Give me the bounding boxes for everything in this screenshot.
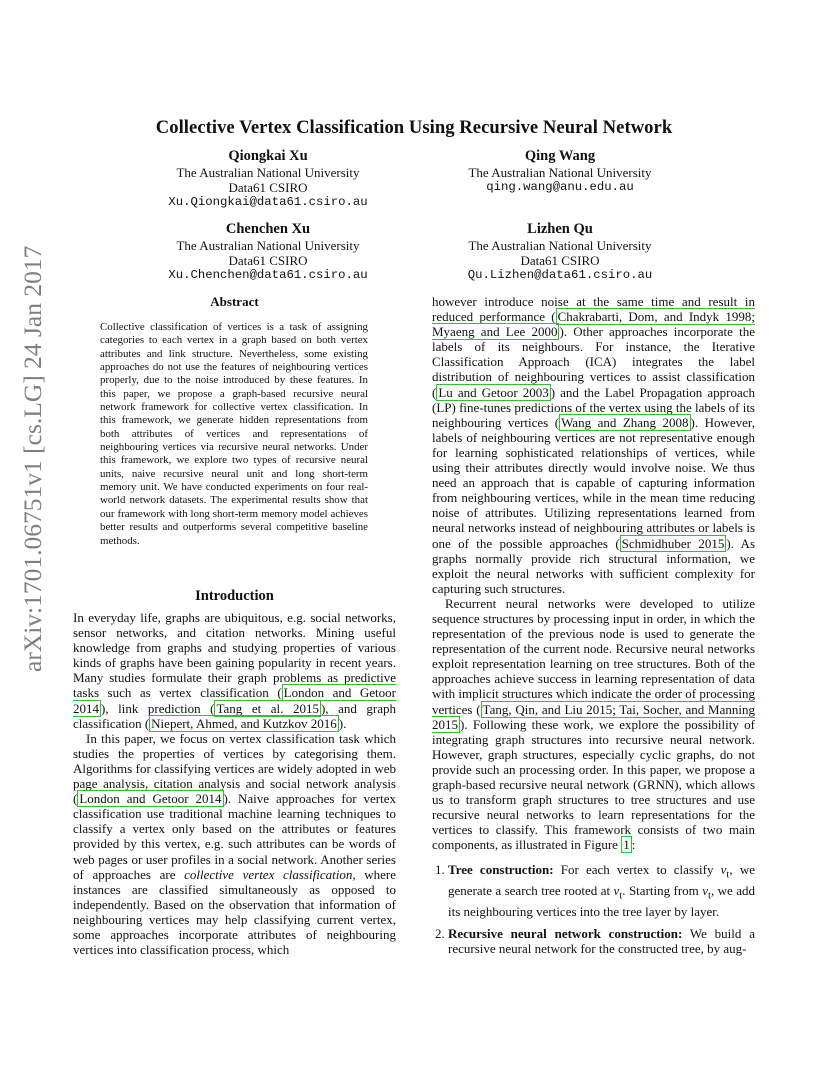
author-block [118, 148, 418, 210]
author-block [410, 221, 710, 283]
right-column-body [432, 294, 755, 963]
author-block [118, 221, 418, 283]
abstract-text: Collective classification of vertices is a task of assigning categories to each vertex in a graph based on both vertex attributes and link structure. Nevertheless, some existing approaches do not use the features of neighbouring vertices properly, due to the noise introduced by these features. In this paper, we propose a graph-based recursive neural network framework for collective vertex classification. In this framework, we generate hidden representations from both attributes of vertices and representations of neighbouring vertices via recursive neural networks. Under this framework, we explore two types of recursive neural units, naive recursive neural unit and long short-term memory unit. We have conducted experiments on four real-world network datasets. The experimental results show that our framework with long short-term memory model achieves better results and outperforms several competitive baseline methods. [100, 321, 368, 547]
numbered-list [432, 862, 755, 956]
paragraph: Recurrent neural networks were developed to utilize sequence structures by processing input in order, in which the representation of the previous node is used to generate the representation of the current node. Recursive neural networks exploit representation learning on tree structures. Both of the approaches achieve success in learning representation of data with implicit structures which indicate the order of processing vertices ( Tang, Qin, and Liu 2015; Tai, Socher, and Manning 2015 ). Following these work, we explore the possibility of integrating graph structures into recursive neural network. However, graph structures, especially cyclic graphs, do not provide such an processing order. In this paper, we propose a graph-based recursive neural network (GRNN), which allows us to transform graph structures to tree structures and use recursive neural networks to learn representations for the vertices to classify. This framework consists of two main components, as illustrated in Figure 1 : [432, 595, 755, 853]
citation-link[interactable]: London and Getoor 2014 [73, 685, 397, 716]
author-affiliation: Data61 CSIRO [228, 180, 308, 195]
author-affiliation: The Australian National University [176, 165, 360, 180]
citation-link[interactable]: Schmidhuber 2015 [621, 535, 725, 551]
author-email[interactable]: qing.wang@anu.edu.au [486, 180, 634, 194]
citation-link[interactable]: Chakrabarti, Dom, and Indyk 1998; Myaeng and Lee 2000 [432, 309, 755, 340]
list-item: 1. Tree construction: For each vertex to classify $v_t$, we generate a search tree rooted at $v_t$. Starting from $v_t$, we add its neighbouring vertices into the tree layer by layer. [448, 862, 755, 918]
author-email[interactable]: Xu.Qiongkai@data61.csiro.au [168, 195, 368, 209]
paragraph: however introduce noise at the same time and result in reduced performance ( Chakrabarti, Dom, and Indyk 1998; Myaeng and Lee 2000 ). Other approaches incorporate the labels of its neighbours. For instance, the Iterative Classification Approach (ICA) integrates the label distribution of neighbouring vertices to assist classification ( Lu and Getoor 2003 ) and the Label Propagation approach (LP) fine-tunes predictions of the vertex using the labels of its neighbouring vertices ( Wang and Zhang 2008 ). However, labels of neighbouring vertices are not representative enough for learning sophisticated relationships of vertices, while using their attributes directly would involve noise. We thus need an approach that is capable of capturing information from neighbouring vertices, while in the mean time reducing noise of attributes. Utilizing representations learned from neural networks instead of neighbouring attributes or labels is one of the possible approaches ( Schmidhuber 2015 ). As graphs normally provide rich structural information, we exploit the neural networks with sufficient complexity for capturing such structures. [432, 294, 756, 596]
author-name: Lizhen Qu [527, 221, 593, 237]
list-item: 2. Recursive neural network construction: We build a recursive neural network for the constructed tree, by aug- [448, 926, 755, 956]
arxiv-identifier-stamp: arXiv:1701.06751v1 [cs.LG] 24 Jan 2017 [18, 245, 47, 672]
citation-link[interactable]: Tang, Qin, and Liu 2015; Tai, Socher, and Manning 2015 [432, 701, 755, 732]
author-affiliation: Data61 CSIRO [228, 253, 308, 268]
citation-link[interactable]: London and Getoor 2014 [79, 791, 222, 807]
author-block [410, 148, 710, 195]
author-email[interactable]: Qu.Lizhen@data61.csiro.au [467, 268, 653, 282]
author-affiliation: The Australian National University [468, 238, 652, 253]
author-affiliation: Data61 CSIRO [520, 253, 600, 268]
author-name: Qing Wang [524, 148, 596, 164]
citation-link[interactable]: Niepert, Ahmed, and Kutzkov 2016 [151, 715, 337, 731]
author-affiliation: The Australian National University [176, 238, 360, 253]
abstract-heading: Abstract [210, 294, 259, 309]
author-email[interactable]: Xu.Chenchen@data61.csiro.au [168, 268, 368, 282]
author-affiliation: The Australian National University [468, 165, 652, 180]
author-name: Qiongkai Xu [228, 148, 308, 164]
author-name: Chenchen Xu [225, 221, 311, 237]
citation-link[interactable]: Lu and Getoor 2003 [438, 384, 549, 400]
section-heading-introduction: Introduction [195, 588, 274, 604]
left-column-body [73, 610, 396, 957]
figure-reference-link[interactable]: 1 [623, 837, 630, 853]
paper-title: Collective Vertex Classification Using Recursive Neural Network [155, 117, 673, 138]
paragraph: In everyday life, graphs are ubiquitous, e.g. social networks, sensor networks, and citation networks. Mining useful knowledge from graphs and studying properties of various kinds of graphs have been gaining popularity in recent years. Many studies formulate their graph problems as predictive tasks such as vertex classification ( London and Getoor 2014 ), link prediction ( Tang et al. 2015 ), and graph classification ( Niepert, Ahmed, and Kutzkov 2016 ). [73, 610, 397, 731]
citation-link[interactable]: Tang et al. 2015 [216, 700, 319, 716]
citation-link[interactable]: Wang and Zhang 2008 [561, 414, 689, 430]
paragraph: In this paper, we focus on vertex classification task which studies the properties of vertices by categorising them. Algorithms for classifying vertices are widely adopted in web page analysis, citation analysis and social network analysis ( London and Getoor 2014 ). Naive approaches for vertex classification use traditional machine learning techniques to classify a vertex only based on the attributes or features provided by this vertex, e.g. such attributes can be words of web pages or user profiles in a social network. Another series of approaches are collective vertex classification, where instances are classified simultaneously as opposed to independently. Based on the observation that information of neighbouring vertices may help classifying current vertex, some approaches incorporate attributes of neighbouring vertices into classification process, which [73, 730, 397, 958]
